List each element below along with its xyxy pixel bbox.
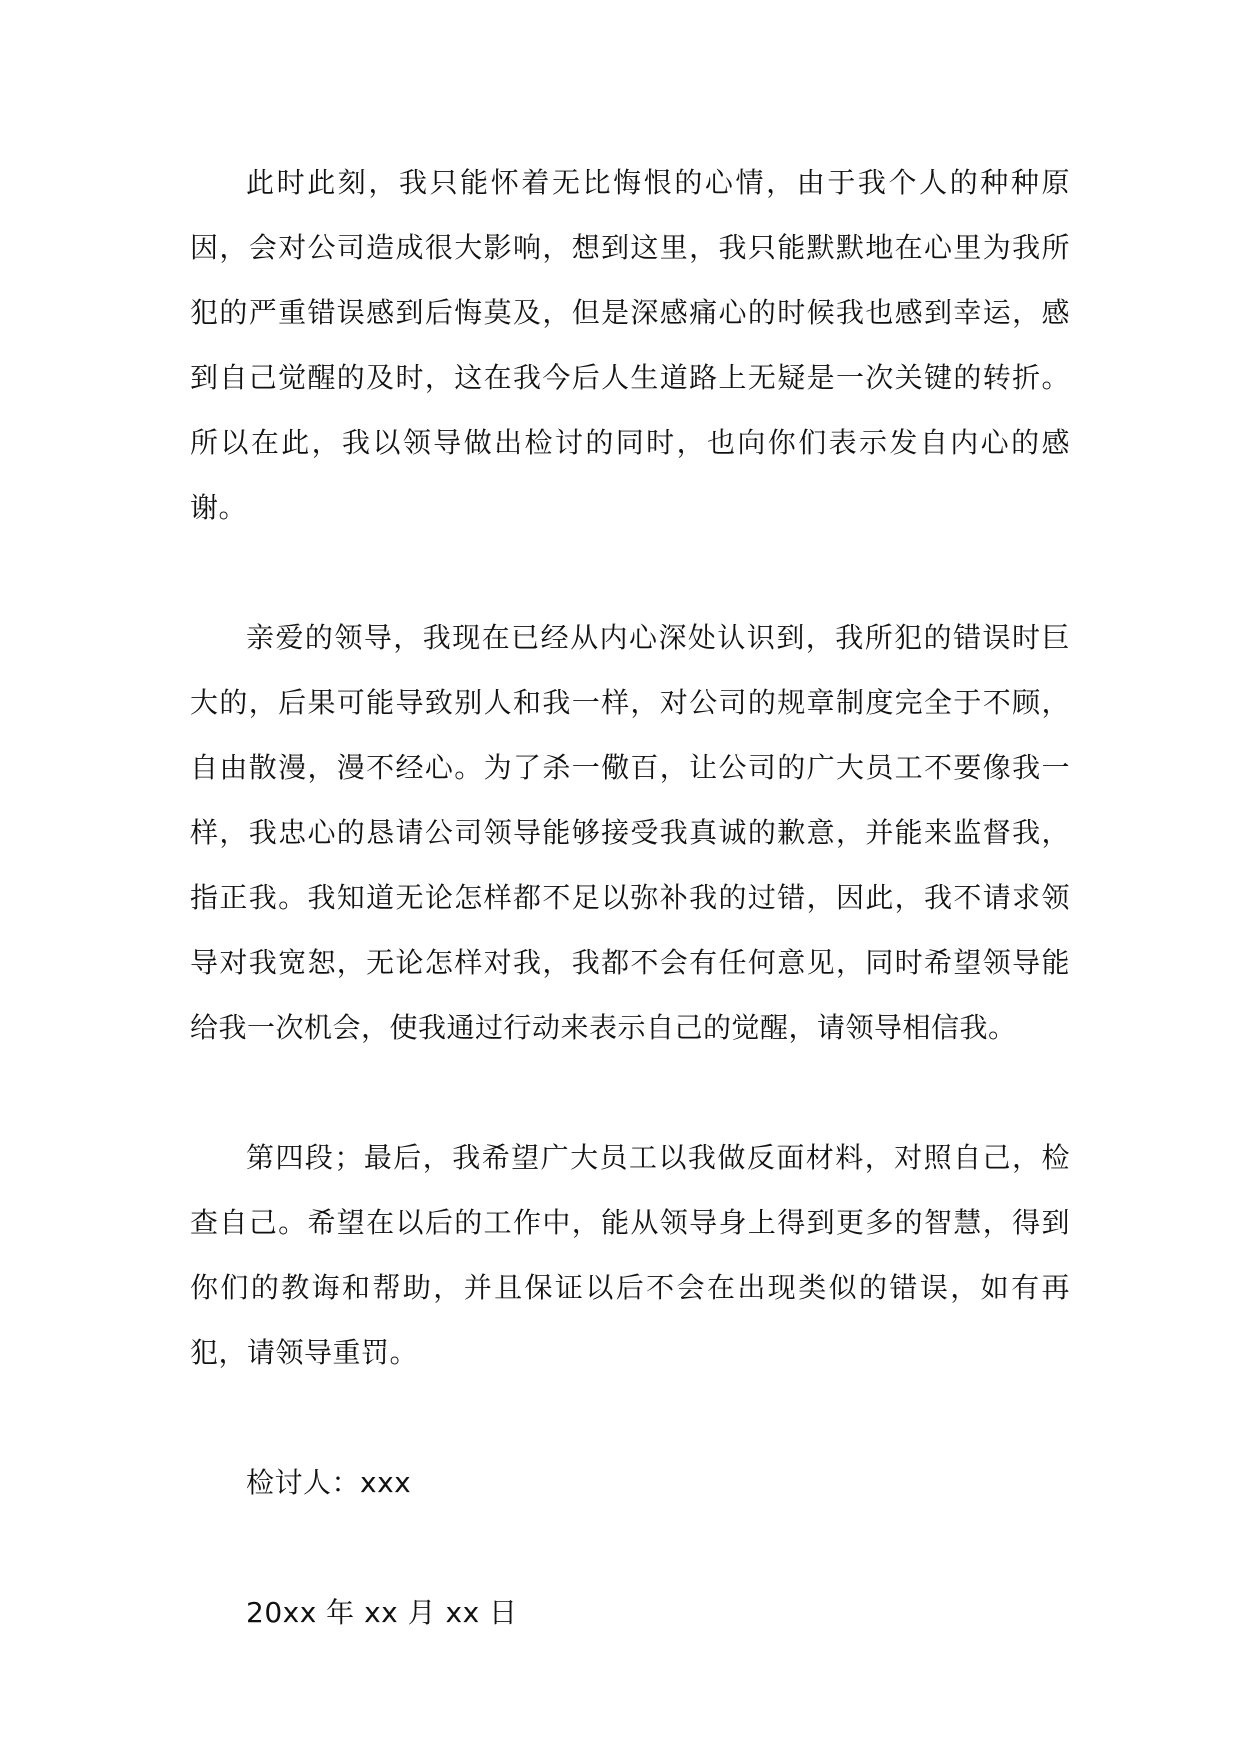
paragraph-2: 亲爱的领导，我现在已经从内心深处认识到，我所犯的错误时巨大的，后果可能导致别人和我一样，对公司的规章制度完全于不顾，自由散漫，漫不经心。为了杀一儆百，让公司的广大员工不要像我一样，我忠心的恳请公司领导能够接受我真诚的歉意，并能来监督我，指正我。我知道无论怎样都不足以弥补我的过错，因此，我不请求领导对我宽恕，无论怎样对我，我都不会有任何意见，同时希望领导能给我一次机会，使我通过行动来表示自己的觉醒，请领导相信我。	[190, 621, 1070, 1044]
date-line: 20xx 年 xx 月 xx 日	[246, 1596, 518, 1629]
paragraph-1: 此时此刻，我只能怀着无比悔恨的心情，由于我个人的种种原因，会对公司造成很大影响，想到这里，我只能默默地在心里为我所犯的严重错误感到后悔莫及，但是深感痛心的时候我也感到幸运，感到自己觉醒的及时，这在我今后人生道路上无疑是一次关键的转折。所以在此，我以领导做出检讨的同时，也向你们表示发自内心的感谢。	[190, 166, 1070, 524]
paragraph-3: 第四段；最后，我希望广大员工以我做反面材料，对照自己，检查自己。希望在以后的工作中，能从领导身上得到更多的智慧，得到你们的教诲和帮助，并且保证以后不会在出现类似的错误，如有再犯，请领导重罚。	[190, 1141, 1070, 1369]
document-page	[190, 150, 1070, 1645]
signature-line: 检讨人：xxx	[246, 1466, 412, 1499]
